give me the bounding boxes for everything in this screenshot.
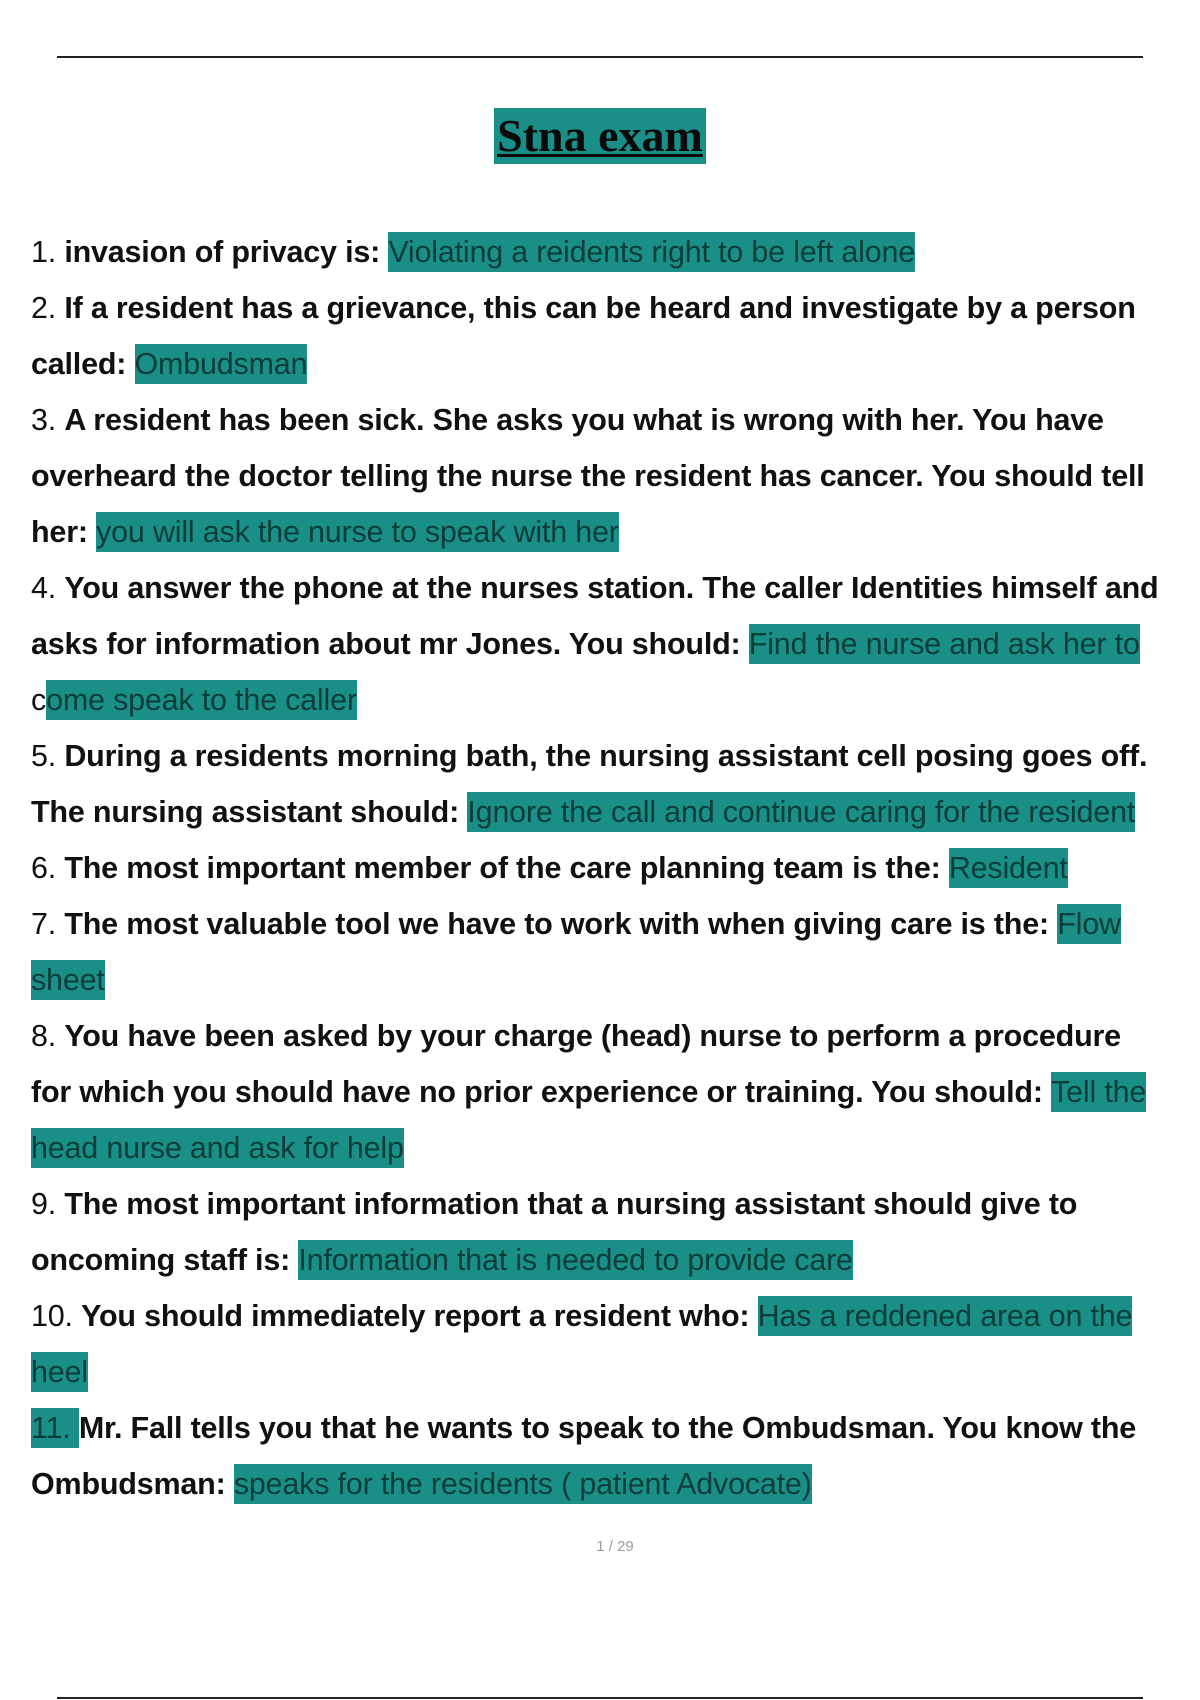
text-line — [31, 560, 1200, 616]
text-line — [31, 336, 1200, 392]
text-line — [31, 1064, 1200, 1120]
text-line — [31, 784, 1200, 840]
text-line — [31, 504, 1200, 560]
question-number: 3. — [31, 403, 65, 437]
question-text: called: — [31, 347, 135, 381]
answer-highlight: head nurse and ask for help — [31, 1128, 404, 1168]
text-line — [31, 616, 1200, 672]
question-number: 7. — [31, 907, 65, 941]
text-line — [31, 392, 1200, 448]
answer-highlight: Ignore the call and continue caring for the resident — [467, 792, 1135, 832]
question-text: her: — [31, 515, 97, 549]
question-text: oncoming staff is: — [31, 1243, 299, 1277]
question-text: Ombudsman: — [31, 1467, 234, 1501]
answer-highlight: Information that is needed to provide care — [298, 1240, 853, 1280]
text-line — [31, 448, 1200, 504]
page-title: Stna exam — [494, 108, 706, 164]
question-number: 6. — [31, 851, 65, 885]
question-number: 9. — [31, 1187, 65, 1221]
title-container — [0, 108, 1200, 164]
question-number-highlight: 11. — [31, 1408, 79, 1448]
text-line — [31, 952, 1200, 1008]
text-line — [31, 1400, 1200, 1456]
top-rule — [57, 56, 1143, 58]
question-number: 5. — [31, 739, 65, 773]
leading-text: c — [31, 683, 47, 717]
answer-highlight: heel — [31, 1352, 88, 1392]
question-number: 4. — [31, 571, 65, 605]
text-line — [31, 1288, 1200, 1344]
text-line — [31, 1456, 1200, 1512]
question-text: During a residents morning bath, the nursing assistant cell posing goes off. — [64, 739, 1148, 773]
answer-highlight: you will ask the nurse to speak with her — [96, 512, 619, 552]
question-number: 10. — [31, 1299, 82, 1333]
answer-highlight: Resident — [949, 848, 1068, 888]
question-text: overheard the doctor telling the nurse the resident has cancer. You should tell — [31, 459, 1145, 493]
text-line — [31, 1176, 1200, 1232]
text-line — [31, 840, 1200, 896]
answer-highlight: Tell the — [1051, 1072, 1146, 1112]
answer-highlight: speaks for the residents ( patient Advocate) — [234, 1464, 812, 1504]
question-text: asks for information about mr Jones. You should: — [31, 627, 749, 661]
question-text: You have been asked by your charge (head) nurse to perform a procedure — [64, 1019, 1121, 1053]
text-line — [31, 1120, 1200, 1176]
question-number: 1. — [31, 235, 65, 269]
text-line — [31, 1344, 1200, 1400]
question-text: The most important member of the care planning team is the: — [64, 851, 949, 885]
answer-highlight: Ombudsman — [135, 344, 308, 384]
text-line — [31, 728, 1200, 784]
answer-highlight: sheet — [31, 960, 105, 1000]
question-list — [31, 224, 1200, 1512]
question-text: The most valuable tool we have to work with when giving care is the: — [64, 907, 1058, 941]
answer-highlight: ome speak to the caller — [46, 680, 357, 720]
text-line — [31, 672, 1200, 728]
page-indicator: 1 / 29 — [596, 1538, 634, 1555]
text-line — [31, 1008, 1200, 1064]
question-text: You should immediately report a resident who: — [81, 1299, 758, 1333]
question-text: You answer the phone at the nurses station. The caller Identities himself and — [64, 571, 1159, 605]
bottom-rule — [57, 1697, 1143, 1699]
text-line — [31, 896, 1200, 952]
question-text: If a resident has a grievance, this can be heard and investigate by a person — [64, 291, 1136, 325]
question-number: 8. — [31, 1019, 65, 1053]
question-text: Mr. Fall tells you that he wants to speak to the Ombudsman. You know the — [78, 1411, 1137, 1445]
question-text: A resident has been sick. She asks you what is wrong with her. You have — [64, 403, 1104, 437]
question-text: for which you should have no prior experience or training. You should: — [31, 1075, 1052, 1109]
question-number: 2. — [31, 291, 65, 325]
answer-highlight: Has a reddened area on the — [758, 1296, 1133, 1336]
question-text: invasion of privacy is: — [64, 235, 389, 269]
text-line — [31, 280, 1200, 336]
answer-highlight: Flow — [1057, 904, 1121, 944]
text-line — [31, 1232, 1200, 1288]
text-line — [31, 224, 1200, 280]
answer-highlight: Find the nurse and ask her to — [749, 624, 1140, 664]
answer-highlight: Violating a reidents right to be left alone — [388, 232, 915, 272]
question-text: The nursing assistant should: — [31, 795, 468, 829]
question-text: The most important information that a nursing assistant should give to — [64, 1187, 1078, 1221]
